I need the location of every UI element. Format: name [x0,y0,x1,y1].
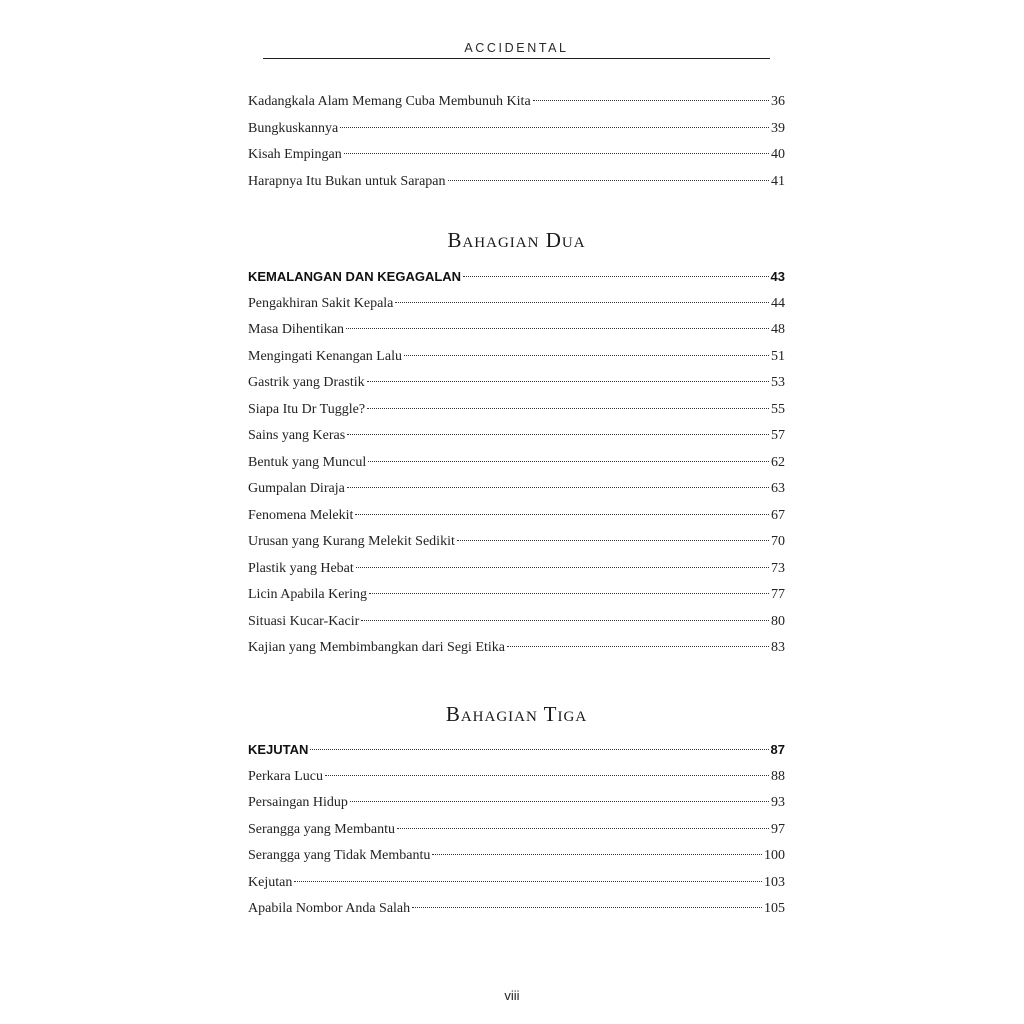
dot-leader [340,127,769,128]
toc-entry-page: 48 [771,322,785,337]
dot-leader [347,487,769,488]
toc-entry [248,423,785,450]
toc-part-two-list [248,264,785,662]
toc-entry-page: 53 [771,375,785,390]
toc-entry [248,817,785,844]
toc-entry-page: 73 [771,560,785,576]
toc-entry-page: 83 [771,640,785,655]
toc-entry-title: Gastrik yang Drastik [248,375,365,390]
dot-leader [367,381,769,382]
header-rule [263,58,770,59]
toc-entry-title: Persaingan Hidup [248,795,348,810]
toc-entry-page: 103 [764,874,785,890]
toc-entry-title: Bentuk yang Muncul [248,454,367,470]
running-header-title: ACCIDENTAL [464,41,569,55]
dot-leader [397,828,769,829]
toc-entry [248,870,785,897]
toc-entry-title: Apabila Nombor Anda Salah [248,901,411,916]
toc-entry [248,635,785,662]
dot-leader [395,302,769,303]
toc-entry-title: Perkara Lucu [248,768,324,784]
toc-entry-title: Serangga yang Tidak Membantu [248,848,431,863]
toc-chapter-page: 87 [770,742,785,757]
toc-entry-title: Serangga yang Membantu [248,821,395,837]
toc-entry-page: 40 [771,147,785,162]
toc-entry [248,609,785,636]
toc-entry [248,503,785,530]
dot-leader [361,620,769,621]
toc-entry-page: 77 [771,587,785,602]
dot-leader [432,854,762,855]
dot-leader [448,180,770,181]
toc-entry [248,344,785,371]
toc-entry-title: Urusan yang Kurang Melekit Sedikit [248,534,455,549]
toc-entry-title: Gumpalan Diraja [248,481,345,496]
toc-entry-title: Kisah Empingan [248,147,342,162]
toc-entry [248,896,785,923]
dot-leader [404,355,769,356]
toc-entry-title: Sains yang Keras [248,428,346,443]
dot-leader [347,434,769,435]
toc-entry-page: 44 [771,295,785,311]
toc-entry-title: Fenomena Melekit [248,507,354,523]
toc-entry [248,582,785,609]
toc-entry [248,169,785,196]
toc-entry [248,397,785,424]
toc-entry-title: Pengakhiran Sakit Kepala [248,295,394,311]
toc-chapter-entry [248,737,785,764]
toc-entry-title: Mengingati Kenangan Lalu [248,348,402,364]
toc-entry-title: Plastik yang Hebat [248,560,354,576]
toc-entry-title: Bungkuskannya [248,120,339,136]
toc-entry-page: 57 [771,428,785,443]
dot-leader [325,775,769,776]
toc-chapter-title: KEMALANGAN DAN KEGAGALAN [248,269,462,284]
toc-entry [248,291,785,318]
toc-entry-page: 51 [771,348,785,364]
dot-leader [368,461,769,462]
toc-entry-page: 41 [771,173,785,189]
toc-entry-page: 39 [771,120,785,136]
toc-entry-title: Kadangkala Alam Memang Cuba Membunuh Kita [248,94,531,109]
toc-entry [248,529,785,556]
toc-entry [248,556,785,583]
toc-entry [248,450,785,477]
toc-entry [248,116,785,143]
toc-entry-page: 67 [771,507,785,523]
toc-entry-page: 97 [771,821,785,837]
toc-entry-page: 93 [771,795,785,810]
dot-leader [346,328,769,329]
toc-entry [248,764,785,791]
toc-entry-page: 55 [771,401,785,417]
toc-entry-title: Masa Dihentikan [248,322,345,337]
toc-entry-page: 62 [771,454,785,470]
toc-entry-title: Kejutan [248,874,293,890]
dot-leader [294,881,762,882]
toc-entry-page: 36 [771,94,785,109]
toc-entry-page: 80 [771,613,785,629]
toc-entry [248,142,785,169]
part-three-heading: Bahagian Tiga [445,702,588,726]
dot-leader [350,801,769,802]
dot-leader [463,276,768,277]
page-number: viii [504,988,520,1003]
toc-entry-title: Situasi Kucar-Kacir [248,613,360,629]
toc-entry-page: 70 [771,534,785,549]
toc-entry [248,476,785,503]
toc-chapter-entry [248,264,785,291]
dot-leader [507,646,769,647]
dot-leader [533,100,769,101]
toc-part-three-list [248,737,785,923]
toc-entry-title: Siapa Itu Dr Tuggle? [248,401,366,417]
toc-entry [248,843,785,870]
toc-chapter-page: 43 [770,269,785,284]
toc-entry-page: 105 [764,901,785,916]
dot-leader [356,567,769,568]
dot-leader [344,153,769,154]
toc-entry [248,317,785,344]
toc-intro-list [248,89,785,195]
toc-entry-title: Harapnya Itu Bukan untuk Sarapan [248,173,446,189]
toc-entry-page: 100 [764,848,785,863]
toc-entry [248,790,785,817]
dot-leader [412,907,762,908]
dot-leader [457,540,769,541]
dot-leader [367,408,769,409]
dot-leader [369,593,769,594]
part-two-heading: Bahagian Dua [447,228,586,252]
dot-leader [310,749,768,750]
toc-entry [248,89,785,116]
toc-entry [248,370,785,397]
toc-chapter-title: KEJUTAN [248,742,309,757]
toc-entry-page: 63 [771,481,785,496]
toc-entry-title: Kajian yang Membimbangkan dari Segi Etika [248,640,505,655]
toc-entry-title: Licin Apabila Kering [248,587,367,602]
toc-entry-page: 88 [771,768,785,784]
dot-leader [355,514,769,515]
